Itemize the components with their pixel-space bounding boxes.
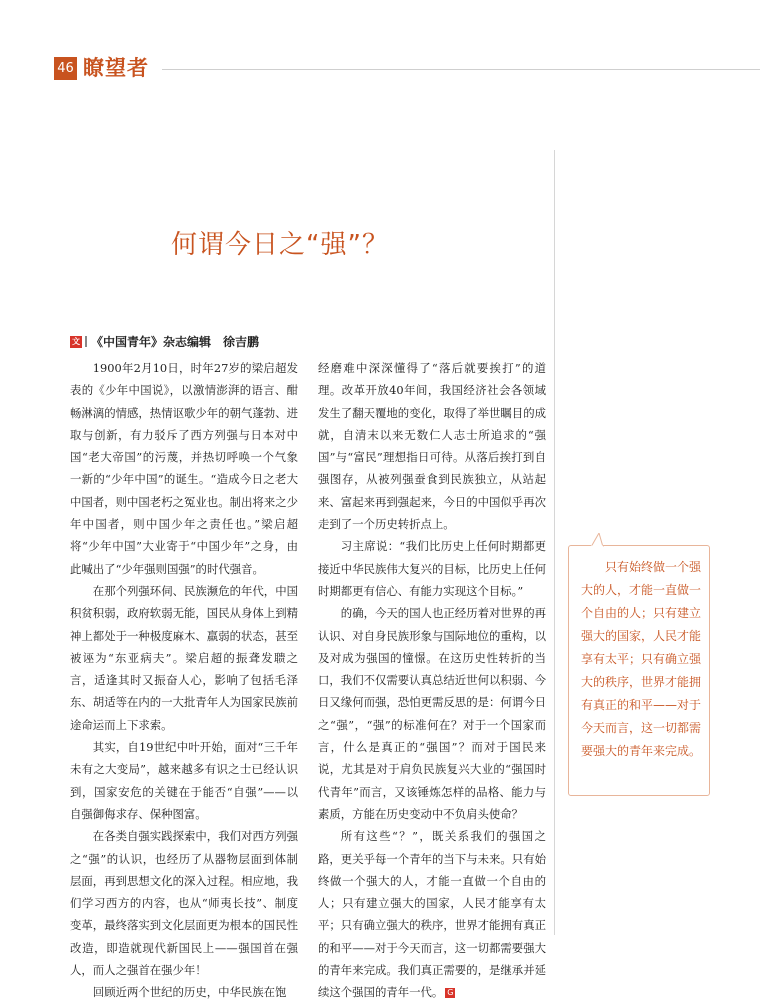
magazine-section-title: 瞭望者: [83, 56, 149, 80]
end-mark-icon: G: [447, 988, 454, 998]
page-number: 46: [54, 57, 77, 80]
paragraph: 回顾近两个世纪的历史，中华民族在饱: [92, 985, 287, 1000]
pull-quote: [568, 545, 710, 796]
header-rule: [162, 69, 760, 70]
paragraph: 的确，今天的国人也正经历着对世界的再认识、对自身民族形象与国际地位的重构，以及对成为强国的憧憬。在这历史性转折的当口，我们不仅需要认真总结近世何以积弱、今日又缘何而强，恐怕更需反思的是：何谓今日之“强”，“强”的标准何在？对于一个国家而言，什么是真正的“强国”？而对于国民来说，尤其是对于肩负民族复兴大业的“强国时代青年”而言，又该锤炼怎样的品格、能力与素质，方能在历史变动中不负肩头使命？: [318, 606, 546, 821]
paragraph: 经磨难中深深懂得了“落后就要挨打”的道理。改革开放40年间，我国经济社会各领域发生了翻天覆地的变化，取得了举世瞩目的成就，自清末以来无数仁人志士所追求的“强国”与“富民”理想指日可待。从落后挨打到自强图存，从被列强蚕食到民族独立，从站起来、富起来再到强起来，今日的中国似乎再次走到了一个历史转折点上。: [318, 361, 546, 532]
byline-divider: [85, 336, 87, 347]
paragraph: 习主席说：“我们比历史上任何时期都更接近中华民族伟大复兴的目标，比历史上任何时期都更有信心、有能力实现这个目标。”: [318, 539, 546, 598]
paragraph-last: [318, 825, 546, 1003]
article-column-left: [70, 357, 298, 1004]
paragraph: 其实，自19世纪中叶开始，面对“三千年未有之大变局”，越来越多有识之士已经认识到，国家安危的关键在于能否“自强”——以自强御侮求存、保种图富。: [70, 740, 298, 821]
pull-quote-notch-icon: [591, 533, 609, 547]
column-divider: [554, 150, 555, 935]
pull-quote-text: 只有始终做一个强大的人，才能一直做一个自由的人；只有建立强大的国家，人民才能享有太平；只有确立强大的秩序，世界才能拥有真正的和平——对于今天而言，这一切都需要强大的青年来完成。: [581, 560, 702, 758]
byline: [70, 333, 259, 350]
byline-text: 《中国青年》杂志编辑 徐吉鹏: [91, 335, 260, 349]
paragraph: 在各类自强实践探索中，我们对西方列强之“强”的认识，也经历了从器物层面到体制层面，再到思想文化的深入过程。相应地，我们学习西方的内容，也从“师夷长技”、制度变革，最终落实到文化层面更为根本的国民性改造，即造就现代新国民上——强国首在强人，而人之强首在强少年！: [70, 829, 298, 978]
paragraph-text: 所有这些“？”，既关系我们的强国之路，更关乎每一个青年的当下与未来。只有始终做一个强大的人，才能一直做一个自由的人；只有建立强大的国家，人民才能享有太平；只有确立强大的秩序，世界才能拥有真正的和平——对于今天而言，这一切都需要强大的青年来完成。我们真正需要的，是继承并延续这个强国的青年一代。: [318, 829, 546, 1000]
paragraph: 在那个列强环伺、民族濒危的年代，中国积贫积弱，政府软弱无能，国民从身体上到精神上都处于一种极度麻木、羸弱的状态，甚至被诬为“东亚病夫”。梁启超的振聋发聩之言，适逢其时又振奋人心，影响了包括毛泽东、胡适等在内的一大批青年人为国家民族前途命运而上下求索。: [70, 583, 298, 732]
paragraph: 1900年2月10日，时年27岁的梁启超发表的《少年中国说》，以激情澎湃的语言、酣畅淋漓的情感，热情讴歌少年的朝气蓬勃、进取与创新，有力驳斥了西方列强与日本对中国“老大帝国”的污蔑，并热切呼唤一个气象一新的“少年中国”的诞生。“造成今日之老大中国者，则中国老朽之冤业也。制出将来之少年中国者，则中国少年之责任也。”梁启超将“少年中国”大业寄于“中国少年”之身，由此喊出了“少年强则国强”的时代强音。: [70, 361, 298, 576]
byline-mark-icon: 文: [72, 336, 80, 346]
article-column-right: [318, 357, 546, 1004]
article-title: 何谓今日之“强”？: [171, 230, 389, 260]
